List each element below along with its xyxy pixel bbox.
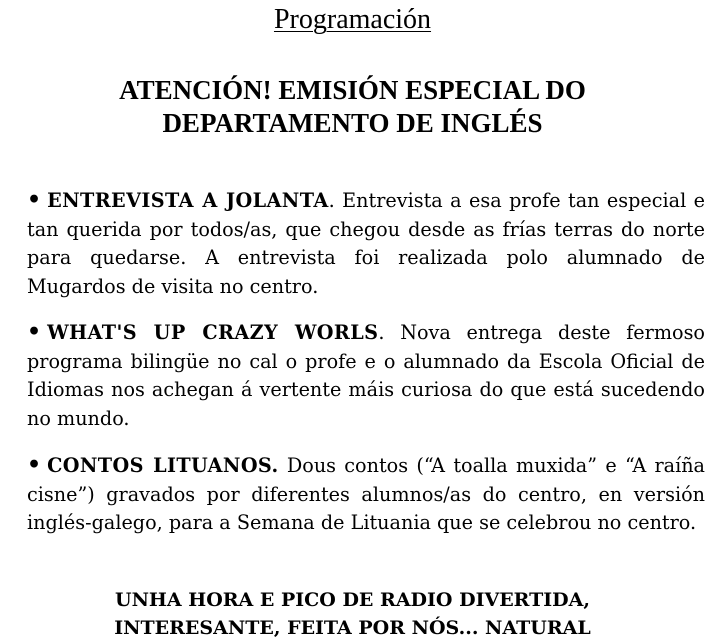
headline bbox=[0, 74, 705, 140]
program-item-lead: ENTREVISTA A JOLANTA bbox=[47, 189, 329, 212]
program-item-whats-up bbox=[27, 318, 705, 434]
page-title: Programación bbox=[273, 4, 432, 35]
program-item-text: . Entrevista a esa profe tan especial e tan querida por todos/as, que chegou desde as frías terras do norte para quedarse. A entrevista foi realizada polo alumnado de Mugardos de visita no centro. bbox=[27, 189, 705, 299]
program-item-lead: WHAT'S UP CRAZY WORLS bbox=[47, 321, 379, 344]
bullet-icon: • bbox=[27, 319, 42, 345]
bullet-icon: • bbox=[27, 452, 42, 478]
closing-line-1: UNHA HORA E PICO DE RADIO DIVERTIDA, bbox=[115, 589, 590, 611]
program-item-text: Dous contos (“A toalla muxida” e “A raíña cisne”) gravados por diferentes alumnos/as do centro, en versión inglés-galego, para a Semana de Lituania que se celebrou no centro. bbox=[27, 454, 705, 535]
headline-line-1: ATENCIÓN! EMISIÓN ESPECIAL DO bbox=[119, 75, 586, 105]
closing-banner bbox=[0, 586, 705, 642]
program-item-entrevista bbox=[27, 186, 705, 302]
program-item-text: . Nova entrega deste fermoso programa bilingüe no cal o profe e o alumnado da Escola Oficial de Idiomas nos achegan á vertente máis curiosa do que está sucedendo no mundo. bbox=[27, 321, 705, 431]
program-item-contos bbox=[27, 451, 705, 538]
headline-line-2: DEPARTAMENTO DE INGLÉS bbox=[162, 108, 543, 138]
program-item-lead: CONTOS LITUANOS. bbox=[47, 454, 279, 477]
closing-line-2: INTERESANTE, FEITA POR NÓS... NATURAL bbox=[114, 617, 591, 639]
bullet-icon: • bbox=[27, 187, 42, 213]
